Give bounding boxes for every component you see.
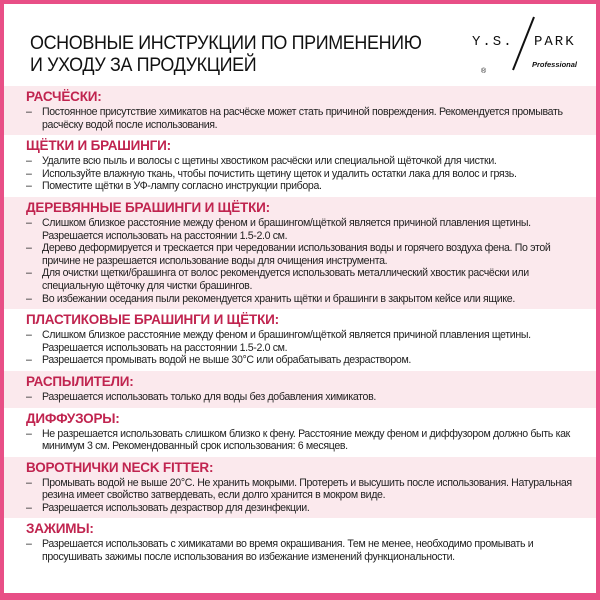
list-item: – Разрешается использовать с химикатами во время окрашивания. Тем не менее, необходимо промывать и просушивать зажимы после использования во избежание изменений функциональности. (26, 538, 586, 563)
registered-mark: ® (481, 68, 487, 75)
section (4, 371, 596, 408)
logo-right: PARK (534, 34, 576, 50)
brand-logo (472, 16, 582, 76)
list-item: – Поместите щётки в УФ-лампу согласно инструкции прибора. (26, 180, 586, 193)
section-title: ЩЁТКИ И БРАШИНГИ: (26, 138, 171, 154)
section-title: ДЕРЕВЯННЫЕ БРАШИНГИ И ЩЁТКИ: (26, 199, 270, 215)
header (4, 4, 596, 86)
list-item: – Разрешается промывать водой не выше 30°C или обрабатывать дезраствором. (26, 354, 586, 367)
section (4, 518, 596, 567)
section (4, 135, 596, 197)
list-item: – Разрешается использовать только для воды без добавления химикатов. (26, 391, 586, 404)
section (4, 86, 596, 135)
page-title (30, 32, 421, 76)
section (4, 197, 596, 309)
instruction-list (26, 477, 586, 515)
list-item: – Не разрешается использовать слишком близко к фену. Расстояние между феном и диффузором должно быть как минимум 3 см. Рекомендованный срок использования: 6 месяцев. (26, 428, 586, 453)
instruction-list (26, 217, 586, 305)
title-line-2: И УХОДУ ЗА ПРОДУКЦИЕЙ (30, 54, 257, 76)
section-title: РАСПЫЛИТЕЛИ: (26, 373, 134, 389)
list-item: – Разрешается использовать дезраствор для дезинфекции. (26, 502, 586, 515)
list-item: – Слишком близкое расстояние между феном и брашингом/щёткой является причиной плавления щетины. Разрешается использовать на расстоянии 1.5-2.0 см. (26, 217, 586, 242)
title-line-1: ОСНОВНЫЕ ИНСТРУКЦИИ ПО ПРИМЕНЕНИЮ (30, 32, 422, 54)
instruction-list (26, 106, 586, 131)
list-item: – Дерево деформируется и трескается при чередовании использования воды и горячего воздуха фена. По этой причине не разрешается использование воды для очищения инструмента. (26, 242, 586, 267)
instruction-list (26, 538, 586, 563)
section (4, 457, 596, 519)
section (4, 309, 596, 371)
list-item: – Промывать водой не выше 20°C. Не хранить мокрыми. Протереть и высушить после использования. Натуральная резина имеет свойство затвердевать, если долго хранится в мокром виде. (26, 477, 586, 502)
section (4, 408, 596, 457)
instruction-list (26, 329, 586, 367)
section-title: ПЛАСТИКОВЫЕ БРАШИНГИ И ЩЁТКИ: (26, 312, 279, 328)
instruction-list (26, 428, 586, 453)
sections (4, 86, 596, 568)
instruction-list (26, 391, 586, 404)
list-item: – Для очистки щетки/брашинга от волос рекомендуется использовать металлический хвостик расчёски или специальную щёточку для чистки брашингов. (26, 267, 586, 292)
list-item: – Слишком близкое расстояние между феном и брашингом/щёткой является причиной плавления щетины. Разрешается использовать на расстоянии 1.5-2.0 см. (26, 329, 586, 354)
logo-sub: Professional (532, 60, 578, 69)
list-item: – Используйте влажную ткань, чтобы почистить щетину щеток и удалить остатки лака для волос и грязь. (26, 168, 586, 181)
list-item: – Удалите всю пыль и волосы с щетины хвостиком расчёски или специальной щёточкой для чистки. (26, 155, 586, 168)
section-title: ЗАЖИМЫ: (26, 521, 94, 537)
instruction-sheet (4, 4, 596, 593)
section-title: ДИФФУЗОРЫ: (26, 410, 120, 426)
section-title: РАСЧЁСКИ: (26, 89, 102, 104)
section-title: ВОРОТНИЧКИ NECK FITTER: (26, 459, 214, 475)
logo-left: Y.S. (472, 34, 514, 50)
list-item: – Во избежании оседания пыли рекомендуется хранить щётки и брашинги в закрытом кейсе или ящике. (26, 293, 586, 306)
instruction-list (26, 155, 586, 193)
list-item: – Постоянное присутствие химикатов на расчёске может стать причиной повреждения. Рекомендуется промывать расчёску водой после использования. (26, 106, 586, 131)
